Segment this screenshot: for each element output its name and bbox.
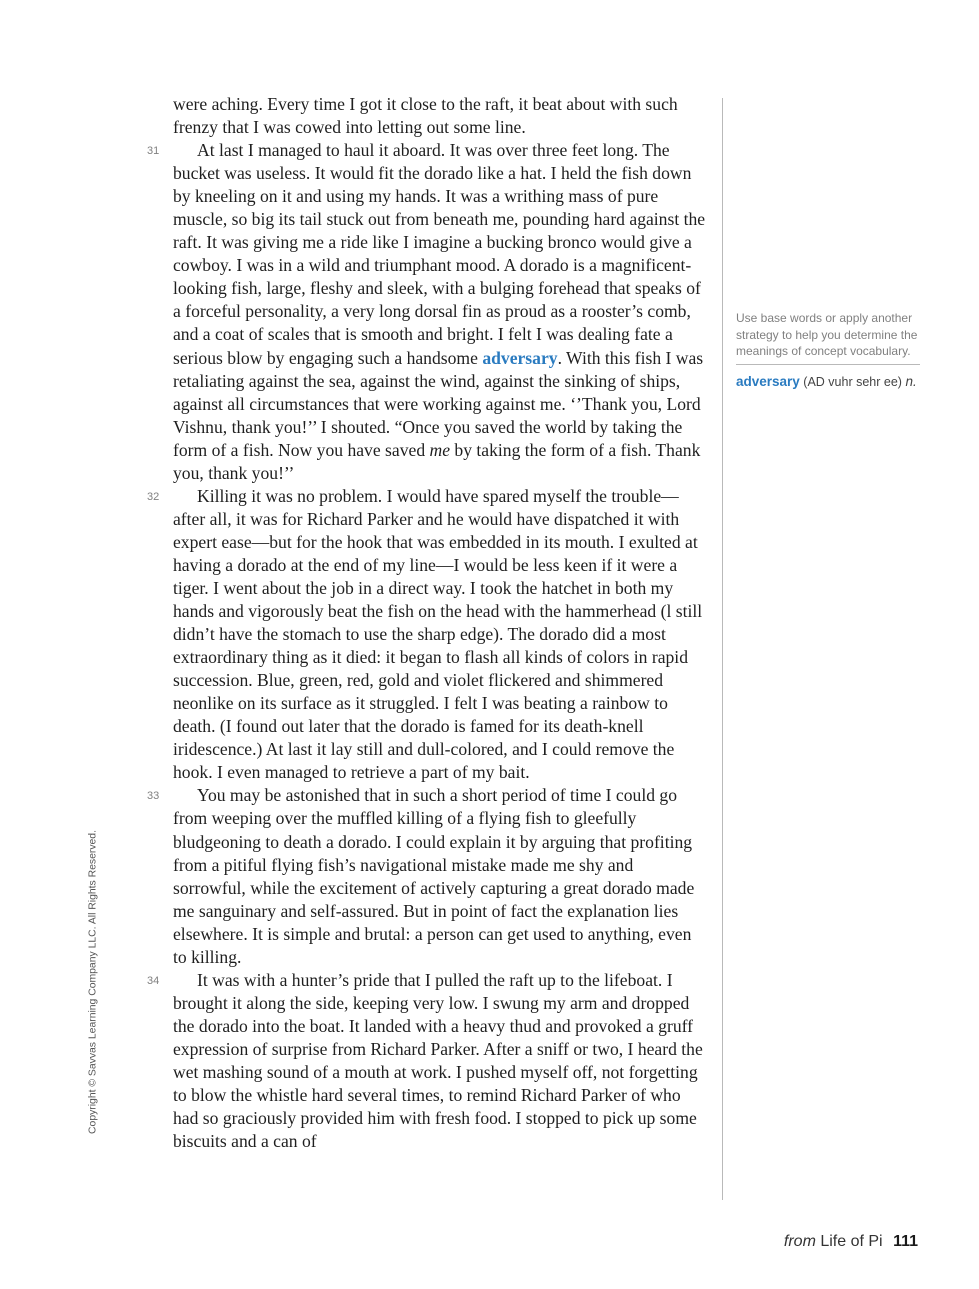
gloss-pronunciation: (AD vuhr sehr ee) <box>803 374 902 389</box>
paragraph-33-text: You may be astonished that in such a short period of time I could go from weeping over the muffled killing of a flying fish to gleefully bludgeoning to death a dorado. I could explain it by arguing that profiting from a pitiful flying fish’s navigational mistake made me shy and sorrowful, while the excitement of actively capturing a great dorado made me sanguinary and self-assured. But in point of fact the explanation lies elsewhere. It is simple and brutal: a person can get used to anything, even to killing. <box>173 785 695 967</box>
paragraph-number: 34 <box>147 974 160 987</box>
paragraph-33 <box>147 784 709 968</box>
footer-from: from <box>783 1233 816 1250</box>
gloss-part-of-speech: n. <box>905 373 917 389</box>
vocab-word-adversary[interactable]: adversary <box>482 347 558 368</box>
paragraph-32-text: Killing it was no problem. I would have spared myself the trouble—after all, it was for Richard Parker and he would have dispatched it with expert ease—but for the hook that was embedded in its mouth. I exulted at having a dorado at the end of my line—I would be less keen if it were a tiger. I went about the job in a direct way. I took the hatchet in both my hands and vigorously beat the fish on the head with the hammerhead (l still didn’t have the stomach to use the sharp edge). The dorado did a most extraordinary thing as it died: it began to flash all kinds of colors in rapid succession. Blue, green, red, gold and violet flickered and shimmered neonlike on its surface as it struggled. I felt I was beating a rainbow to death. (I found out later that the dorado is famed for its death-knell iridescence.) At last it lay still and dull-colored, and I could remove the hook. I even managed to retrieve a part of my bait. <box>173 485 703 783</box>
vocabulary-sidebar <box>736 310 920 391</box>
page-footer <box>784 1233 918 1251</box>
gloss-word: adversary <box>736 373 800 389</box>
emphasis-me: me <box>429 439 451 460</box>
paragraph-continued: were aching. Every time I got it close to the raft, it beat about with such frenzy that I was cowed into letting out some line. <box>173 94 678 138</box>
paragraph-34 <box>147 969 709 1153</box>
paragraph-31-text-end: by taking the form of a fish. Thank you, thank you!’’ <box>173 439 701 483</box>
paragraph-31 <box>147 139 709 485</box>
paragraph-31-text-middle: . With this fish I was retaliating against the sea, against the wind, against the sinking of ships, against all circumstances that were working against me. ‘’Thank you, Lord Vishnu, thank you!’’ I shouted. “Once you saved the world by taking the form of a fish. Now you have saved <box>173 347 704 460</box>
paragraph-32 <box>147 485 709 785</box>
paragraph-number: 32 <box>147 490 160 503</box>
margin-divider <box>722 98 723 1200</box>
paragraph-number: 33 <box>147 790 160 803</box>
copyright-notice: Copyright © Savvas Learning Company LLC. All Rights Reserved. <box>87 830 99 1134</box>
main-text-column <box>147 93 709 1153</box>
paragraph-number: 31 <box>147 145 160 158</box>
vocabulary-gloss <box>736 373 920 391</box>
page-number: 111 <box>893 1233 918 1250</box>
footer-title: Life of Pi <box>820 1233 883 1250</box>
vocabulary-strategy-note: Use base words or apply another strategy to help you determine the meanings of concept vocabulary. <box>736 310 920 365</box>
paragraph-34-text: It was with a hunter’s pride that I pulled the raft up to the lifeboat. I brought it along the side, keeping very low. I swung my arm and dropped the dorado into the boat. It landed with a heavy thud and provoked a gruff expression of surprise from Richard Parker. After a sniff or two, I heard the wet mashing sound of a mouth at work. I pushed myself off, not forgetting to blow the whistle hard several times, to remind Richard Parker of who had so graciously provided him with fresh food. I stopped to pick up some biscuits and a can of <box>173 969 703 1152</box>
paragraph-31-text-start: At last I managed to haul it aboard. It was over three feet long. The bucket was useless. It would fit the dorado like a hat. I held the fish down by kneeling on it and using my hands. It was a writhing mass of pure muscle, so big its tail stuck out from beneath me, pounding hard against the raft. It was giving me a ride like I imagine a bucking bronco would give a cowboy. I was in a wild and triumphant mood. A dorado is a magnificent-looking fish, large, fleshy and sleek, with a bulging forehead that speaks of a forceful personality, a very long dorsal fin as proud as a rooster’s comb, and a coat of scales that is smooth and bright. I felt I was dealing fate a serious blow by engaging such a handsome <box>173 140 706 368</box>
